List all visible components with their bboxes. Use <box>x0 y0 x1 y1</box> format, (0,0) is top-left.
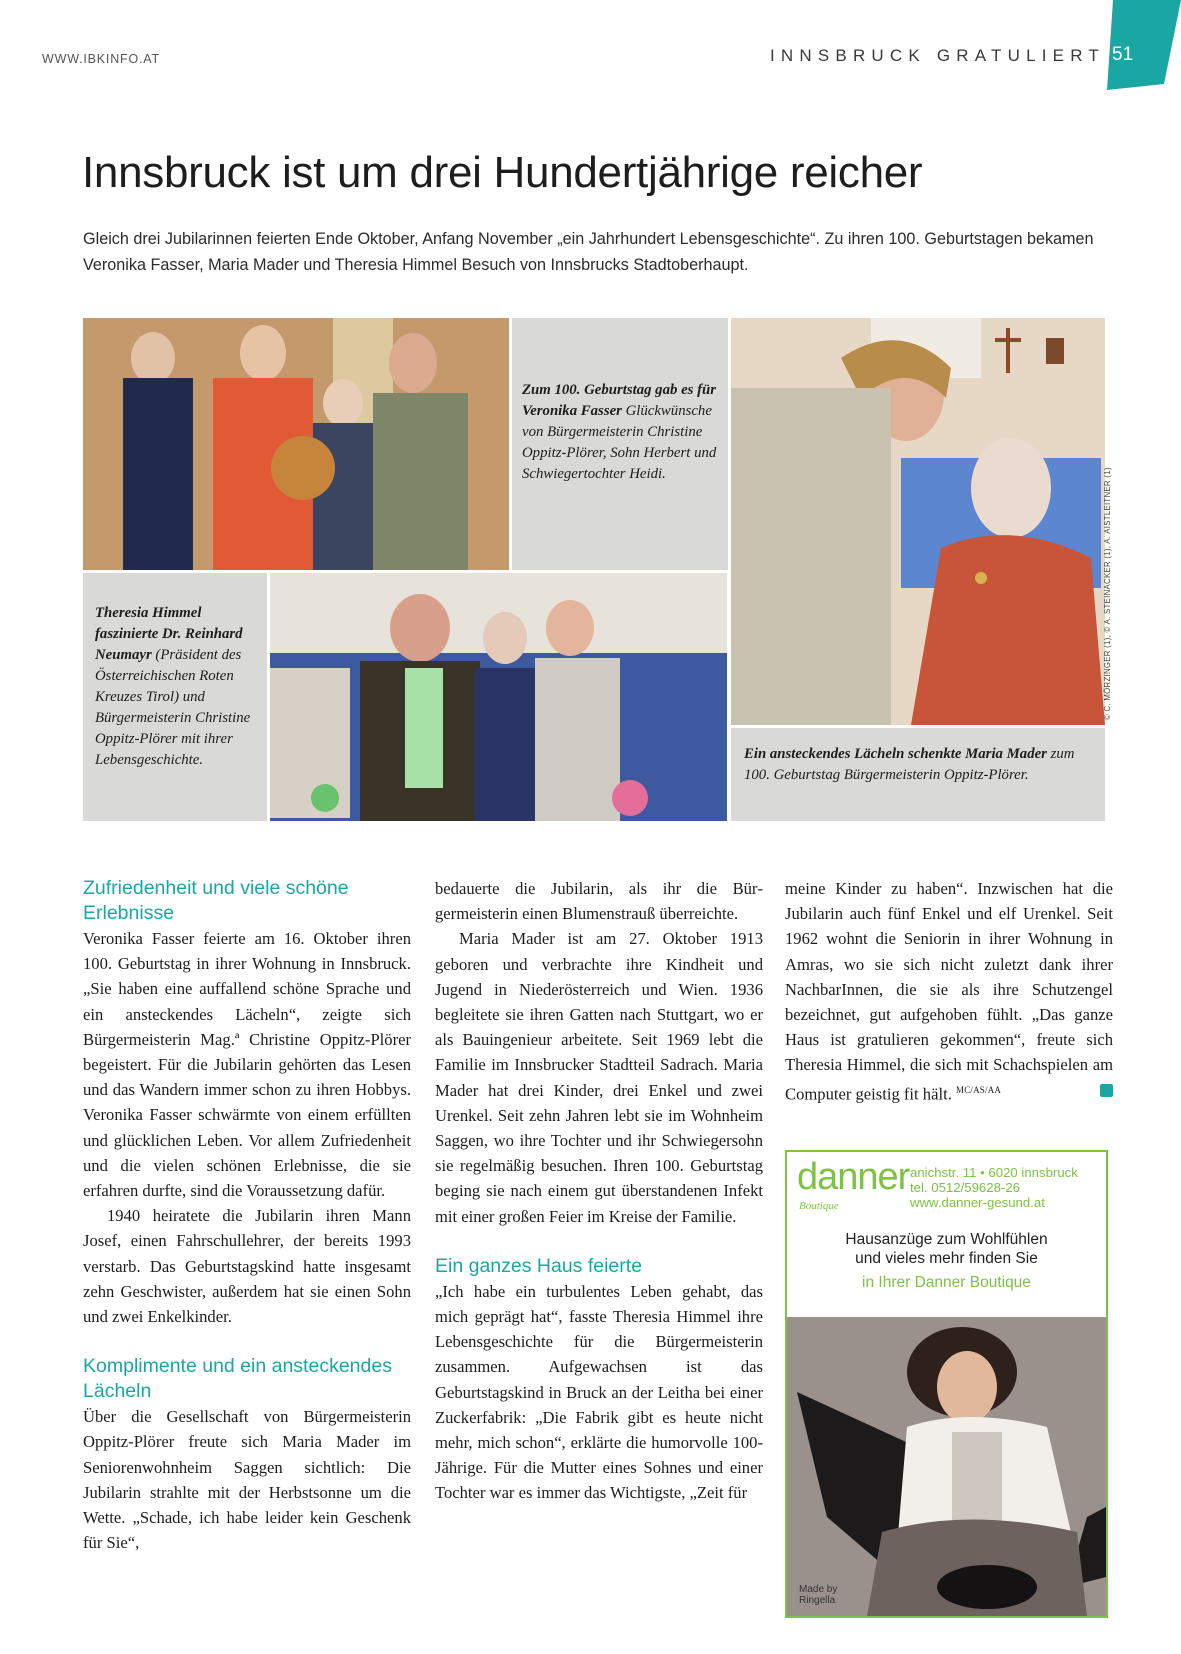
article-headline: Innsbruck ist um drei Hundertjährige reicher <box>82 148 923 197</box>
article-column-3 <box>785 876 1113 1106</box>
ad-website[interactable]: www.danner-gesund.at <box>910 1195 1045 1210</box>
caption-text: Glückwünsche von Bürgermeisterin Christine Oppitz-Plörer, Sohn Herbert und Schwiegertochter Heidi. <box>522 403 717 482</box>
photo-credit: © C. MÖRZINGER (1), © A. STEINACKER (1), A. AISTLEITNER (1) <box>1103 467 1112 720</box>
danner-logo-subtitle: Boutique <box>799 1200 839 1212</box>
subhead-zufriedenheit: Zufriedenheit und viele schöne Erlebnisse <box>83 877 349 924</box>
subhead-komplimente: Komplimente und ein ansteckendes Lächeln <box>83 1355 392 1403</box>
ad-address: anichstr. 11 • 6020 innsbruck <box>910 1165 1078 1180</box>
photo-theresia-himmel <box>270 573 727 821</box>
spacer <box>83 1329 411 1354</box>
ad-credit-line1: Made by <box>799 1584 838 1595</box>
group-photo-icon <box>83 318 509 570</box>
spacer <box>435 1229 763 1254</box>
ad-contact <box>910 1165 1078 1210</box>
ad-tagline <box>787 1230 1106 1268</box>
ad-photo <box>787 1317 1106 1616</box>
page-tab-shape-icon <box>1095 0 1181 92</box>
paragraph: „Ich habe ein turbulentes Leben gehabt, das mich geprägt hat“, fasste Theresia Himmel ihre Lebensgeschichte für die Bürgermeisterin zusammen. Aufgewachsen ist das Geburtstagskind in Bruck an der Leitha bei einer Zuckerfabrik: „Die Fabrik gibt es heute nicht mehr, mich schon“, erklärte die humorvolle 100-Jährige. Für die Mutter eines Sohnes und einer Tochter war es immer das Wichtigste, „Zeit für <box>435 1281 763 1503</box>
caption-theresia-himmel <box>83 573 267 821</box>
article-column-2 <box>435 876 763 1506</box>
page-number-tab <box>1095 0 1181 92</box>
article-lead: Gleich drei Jubilarinnen feierten Ende Oktober, Anfang November „ein Jahrhundert Lebensgeschichte“. Zu ihren 100. Geburtstagen bekamen Veronika Fasser, Maria Mader und Theresia Himmel Besuch von Innsbrucks Stadtoberhaupt. <box>83 230 1094 274</box>
caption-text: zum 100. Geburtstag Bürgermeisterin Oppitz-Plörer. <box>744 746 1075 783</box>
ad-tagline-line1: Hausanzüge zum Wohlfühlen <box>845 1231 1048 1248</box>
caption-veronika-fasser <box>512 318 728 570</box>
site-url: WWW.IBKINFO.AT <box>42 52 160 66</box>
paragraph-final <box>785 876 1113 1106</box>
portrait-photo-icon <box>731 318 1105 725</box>
section-title: INNSBRUCK GRATULIERT <box>770 46 1105 65</box>
ad-call-to-action: in Ihrer Danner Boutique <box>862 1274 1031 1291</box>
paragraph-text: meine Kinder zu haben“. Inzwischen hat die Jubilarin auch fünf Enkel und elf Urenkel. Seit 1962 wohnt die Seniorin in ihrer Wohnung in Amras, wo sie sich nicht zuletzt dank ihrer NachbarInnen, die sie als ihre Schutzengel bezeichnet, gut aufgehoben fühlt. „Das ganze Haus ist gratulieren gekommen“, freute sich Theresia Himmel, die sich mit Schachspielen am Computer geistig fit hält. <box>785 879 1113 1104</box>
caption-bold: Ein ansteckendes Lächeln schenkte Maria Mader <box>744 746 1047 762</box>
paragraph: bedauerte die Jubilarin, als ihr die Bürgermeisterin einen Blumenstrauß überreichte. <box>435 879 763 924</box>
paragraph: Maria Mader ist am 27. Oktober 1913 geboren und verbrachte ihre Kindheit und Jugend in Niederösterreich und Wien. 1936 begleitete sie ihren Gatten nach Stuttgart, wo er als Bauingenieur arbeitete. Seit 1969 lebt die Familie im Innsbrucker Stadtteil Sadrach. Maria Mader hat drei Kinder, drei Enkel und zwei Urenkel. Seit zehn Jahren lebt sie im Wohnheim Saggen, wo ihre Tochter und ihr Schwiegersohn sie regelmäßig besuchen. Ihren 100. Geburtstag beging sie nach einem gut überstandenen Infekt mit einer großen Feier im Kreise der Familie. <box>435 929 763 1226</box>
caption-text: (Präsident des Österreichischen Roten Kreuzes Tirol) und Bürgermeisterin Christine Oppitz-Plörer mit ihrer Lebensgeschichte. <box>95 647 251 768</box>
article-column-1 <box>83 876 411 1555</box>
caption-bold: Theresia Himmel faszinierte Dr. Reinhard Neumayr <box>95 605 243 663</box>
ad-photo-credit <box>799 1584 837 1606</box>
group-photo-icon <box>270 573 727 821</box>
ad-credit-line2: Ringella <box>799 1595 836 1606</box>
model-photo-icon <box>787 1317 1106 1616</box>
end-of-article-square-icon <box>1100 1084 1113 1097</box>
paragraph: Veronika Fasser feierte am 16. Oktober ihren 100. Geburtstag in ihrer Wohnung in Innsbruck. „Sie haben eine auffallend schöne Sprache und ein ansteckendes Lächeln“, zeigte sich Bürgermeisterin Mag.ª Christine Oppitz-Plörer begeistert. Für die Jubilarin gehörten das Lesen und das Wandern immer schon zu ihren Hobbys. Veronika Fasser schwärmte von einem erfüllten und glücklichen Leben. Vor allem Zufriedenheit und die vielen schönen Erlebnisse, die sie erfahren durfte, sind die Voraussetzung dafür. <box>83 929 411 1201</box>
author-signoff: MC/AS/AA <box>956 1084 1002 1095</box>
danner-logo: danner <box>797 1156 910 1198</box>
photo-maria-mader <box>731 318 1105 725</box>
paragraph: Über die Gesellschaft von Bürgermeisterin Oppitz-Plörer freute sich Maria Mader im Seniorenwohnheim Saggen sichtlich: Die Jubilarin strahlte mit der Herbstsonne um die Wette. „Schade, ich habe leider kein Geschenk für Sie“, <box>83 1407 411 1553</box>
caption-bold: Zum 100. Geburtstag gab es für Veronika Fasser <box>522 382 717 419</box>
subhead-ganzes-haus: Ein ganzes Haus feierte <box>435 1254 643 1277</box>
ad-tagline-line2: und vieles mehr finden Sie <box>855 1250 1038 1267</box>
caption-maria-mader <box>731 728 1105 821</box>
page-number: 51 <box>1112 44 1134 65</box>
paragraph: 1940 heiratete die Jubilarin ihren Mann Josef, einen Fahrschullehrer, der bereits 1993 verstarb. Das Geburtstagskind hatte insgesamt zehn Geschwister, außerdem hat sie einen Sohn und zwei Enkelkinder. <box>83 1206 411 1327</box>
ad-phone: tel. 0512/59628-26 <box>910 1180 1020 1195</box>
photo-veronika-fasser <box>83 318 509 570</box>
advertisement-danner[interactable] <box>785 1150 1108 1618</box>
